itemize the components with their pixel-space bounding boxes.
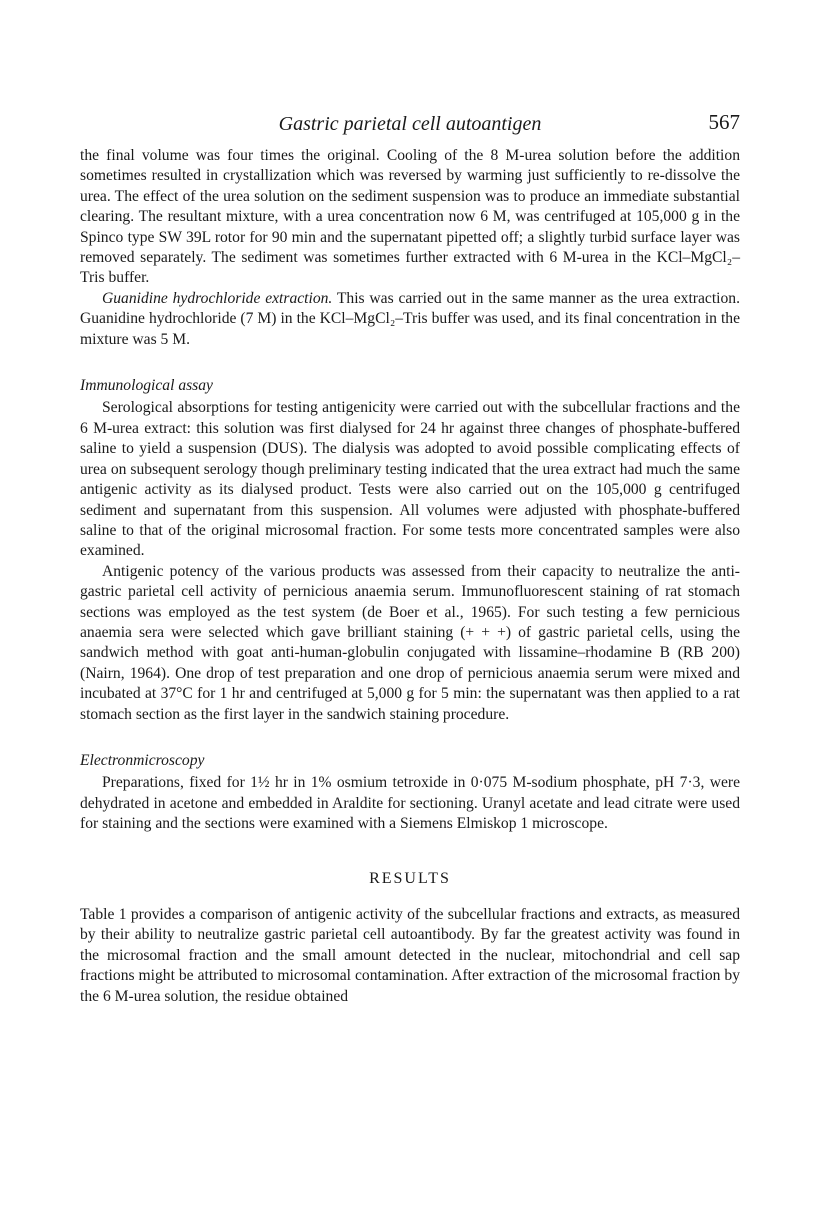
results-heading: RESULTS: [369, 869, 451, 887]
article-page: [80, 112, 740, 1007]
electronmicroscopy-heading: Electronmicroscopy: [80, 751, 205, 769]
immunological-paragraph-1: Serological absorptions for testing antigenicity were carried out with the subcellular fractions and the 6 M-urea extract: this solution was first dialysed for 24 hr against three changes of phosphate-buffered saline to yield a suspension (DUS). The dialysis was adopted to avoid possible complicating effects of urea on subsequent serology though preliminary testing indicated that the urea extract had much the same antigenic activity as its dialysed product. Tests were also carried out on the 105,000 g centrifuged sediment and supernatant from this suspension. All volumes were adjusted with phosphate-buffered saline to that of the original microsomal fraction. For some tests more concentrated samples were also examined.: [80, 399, 740, 560]
guanidine-paragraph: [80, 289, 740, 350]
page-number: 567: [708, 110, 740, 134]
electronmicroscopy-paragraph: Preparations, fixed for 1½ hr in 1% osmium tetroxide in 0·075 M-sodium phosphate, pH 7·3, were dehydrated in acetone and embedded in Araldite for sectioning. Uranyl acetate and lead citrate were used for staining and the sections were examined with a Siemens Elmiskop 1 microscope.: [80, 774, 740, 833]
running-header: [80, 112, 740, 146]
running-title: Gastric parietal cell autoantigen: [278, 113, 542, 135]
immunological-assay-heading: Immunological assay: [80, 377, 213, 395]
urea-extraction-paragraph: the final volume was four times the original. Cooling of the 8 M-urea solution before the addition sometimes resulted in crystallization which was reversed by warming just sufficiently to re-dissolve the urea. The effect of the urea solution on the sediment suspension was to produce an immediate substantial clearing. The resultant mixture, with a urea concentration now 6 M, was centrifuged at 105,000 g in the Spinco type SW 39L rotor for 90 min and the supernatant pipetted off; a slightly turbid surface layer was removed separately. The sediment was sometimes further extracted with 6 M-urea in the KCl–MgCl₂–Tris buffer.: [80, 147, 740, 287]
guanidine-body: This was carried out in the same manner as the urea extraction. Guanidine hydrochloride (7 M) in the KCl–MgCl₂–Tris buffer was used, and its final concentration in the mixture was 5 M.: [80, 289, 741, 348]
guanidine-heading: Guanidine hydrochloride extraction.: [102, 289, 333, 307]
immunological-paragraph-2: Antigenic potency of the various products was assessed from their capacity to neutralize the anti-gastric parietal cell activity of pernicious anaemia serum. Immunofluorescent staining of rat stomach sections was employed as the test system (de Boer et al., 1965). For such testing a few pernicious anaemia sera were selected which gave brilliant staining (+ + +) of gastric parietal cells, using the sandwich method with goat anti-human-globulin conjugated with lissamine–rhodamine B (RB 200) (Nairn, 1964). One drop of test preparation and one drop of pernicious anaemia serum were mixed and incubated at 37°C for 1 hr and centrifuged at 5,000 g for 5 min: the supernatant was then applied to a rat stomach section as the first layer in the sandwich staining procedure.: [80, 562, 740, 723]
results-paragraph: Table 1 provides a comparison of antigenic activity of the subcellular fractions and extracts, as measured by their ability to neutralize gastric parietal cell autoantibody. By far the greatest activity was found in the microsomal fraction and the small amount detected in the nuclear, mitochondrial and cell sap fractions might be attributed to microsomal contamination. After extraction of the microsomal fraction by the 6 M-urea solution, the residue obtained: [80, 906, 740, 1005]
